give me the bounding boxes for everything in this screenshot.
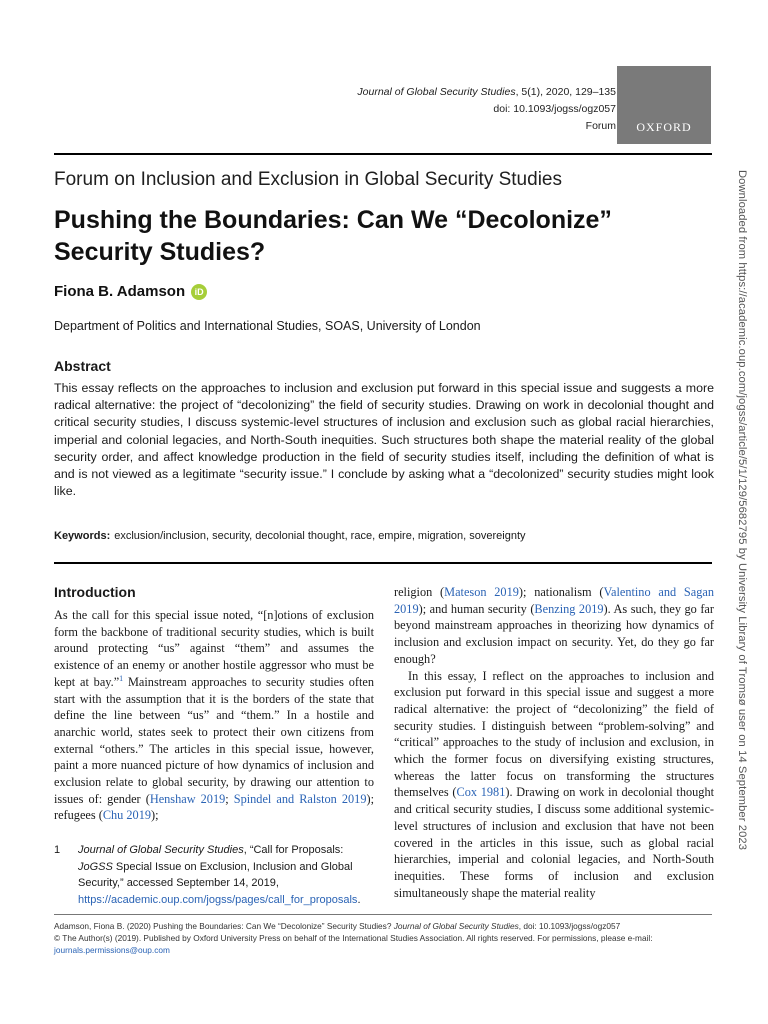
page-footer [54,920,724,956]
abstract-text: This essay reflects on the approaches to inclusion and exclusion put forward in this special issue and suggests a more radical alternative: the project of “decolonizing” the field of security studies. Drawing on work in decolonial thought and critical security studies, I discuss systemic-level structures of inclusion and exclusion such as global racial hierarchies, imperial and colonial legacies, and North-South inequities. Such structures both shape the material reality of the global security order, and affect knowledge production in the field of security studies itself, including the definition of what is and is not viewed as a legitimate “security issue.” I conclude by asking what a “decolonized” security studies might look like. [54,381,714,499]
download-notice [728,170,748,851]
journal-issue: , 5(1), 2020, 129–135 [515,86,616,98]
author-name[interactable]: Fiona B. Adamson [54,283,186,300]
download-notice-text: Downloaded from https://academic.oup.com/jogss/article/5/1/129/5682795 by University Library of Tromsø user on 14 September 2023 [736,170,748,851]
keywords-label: Keywords: [54,530,111,542]
forum-title: Forum on Inclusion and Exclusion in Global Security Studies [54,169,562,190]
affiliation: Department of Politics and International Studies, SOAS, University of London [54,319,481,333]
footnote-number: 1 [54,844,61,856]
journal-info [357,84,616,135]
journal-section: Forum [585,120,616,132]
citation-link[interactable]: Cox 1981 [456,785,506,800]
journal-doi[interactable]: doi: 10.1093/jogss/ogz057 [493,103,616,115]
body-column-left [54,607,374,824]
citation-link[interactable]: Mateson 2019 [444,585,519,599]
footer-rule [54,914,712,915]
intro-paragraph-continued: religion (Mateson 2019); nationalism (Valentino and Sagan 2019); and human security (Benzing 2019). As such, they go far beyond mainstream approaches in theorizing how dynamics of inclusion and exclusion impact on security. Yet, do they go far enough? [394,585,714,666]
citation-link[interactable]: Chu 2019 [102,808,151,823]
footer-copyright: © The Author(s) (2019). Published by Oxford University Press on behalf of the International Studies Association. All rights reserved. For permissions, please e-mail: [54,933,653,943]
journal-name: Journal of Global Security Studies [357,86,516,98]
oxford-logo[interactable] [617,66,711,144]
citation-link[interactable]: Benzing 2019 [534,601,604,616]
permissions-email-link[interactable]: journals.permissions@oup.com [54,945,170,955]
article-title: Pushing the Boundaries: Can We “Decolonize” Security Studies? [54,206,612,266]
citation-link[interactable]: Spindel and Ralston 2019 [233,791,367,806]
footnote-ref-1[interactable]: 1 [119,673,124,683]
section-rule [54,562,712,564]
author [54,283,207,300]
footnote [54,842,374,908]
top-rule [54,153,712,155]
oxford-logo-text: OXFORD [636,120,692,134]
journal-citation [357,84,616,101]
footer-citation: Adamson, Fiona B. (2020) Pushing the Boundaries: Can We “Decolonize” Security Studies? Journal of Global Security Studies, doi: 10.1093/jogss/ogz057 [54,921,621,931]
citation-link[interactable]: Valentino and Sagan 2019 [394,585,714,616]
keywords-list: exclusion/inclusion, security, decolonial thought, race, empire, migration, sovereignty [114,530,526,542]
abstract-heading: Abstract [54,358,111,374]
intro-paragraph-2: In this essay, I reflect on the approaches to inclusion and exclusion put forward in this special issue and suggest a more radical alternative: the project of “decolonizing” the field of security studies. I distinguish between “problem-solving” and “critical” approaches to the study of inclusion and exclusion, in which the former focus on diversifying existing structures, whereas the latter focus on transforming the structures themselves (Cox 1981). Drawing on work in decolonial thought and critical security studies, I discuss some additional systemic-level structures of inclusion and exclusion that have not been covered in the articles in this issue, such as global racial hierarchies, imperial and colonial legacies, and North-South inequities. These forms of inclusion and exclusion simultaneously shape the material reality [394,668,715,900]
citation-link[interactable]: Henshaw 2019 [149,791,226,806]
intro-paragraph-1: As the call for this special issue noted, “[n]otions of exclusion form the backbone of traditional security studies, which is built around protecting “us” against “them” and assumes the existence of an enemy or another hostile aggressor who must be kept at bay.”$^1$ Mainstream approaches to security studies often start with the assumption that it is the borders of the state that define the line between “us” and “them.” In a hostile and anarchic world, states seek to protect their own citizens from external “others.” The articles in this special issue, however, paint a more nuanced picture of how dynamics of inclusion and exclusion relate to global security, by drawing our attention to issues of: gender (Henshaw 2019; Spindel and Ralston 2019); refugees (Chu 2019); [54,608,375,823]
orcid-icon[interactable]: iD [191,284,207,300]
footnote-text: Journal of Global Security Studies, “Call for Proposals: JoGSS Special Issue on Exclusion, Inclusion and Global Security,” accessed September 14, 2019, https://academic.oup.com/jogss/pages/call_for_proposals. [78,844,361,906]
introduction-heading: Introduction [54,584,136,600]
body-column-right [394,584,714,901]
footnote-link[interactable]: https://academic.oup.com/jogss/pages/call_for_proposals [78,893,358,906]
keywords [54,530,526,542]
